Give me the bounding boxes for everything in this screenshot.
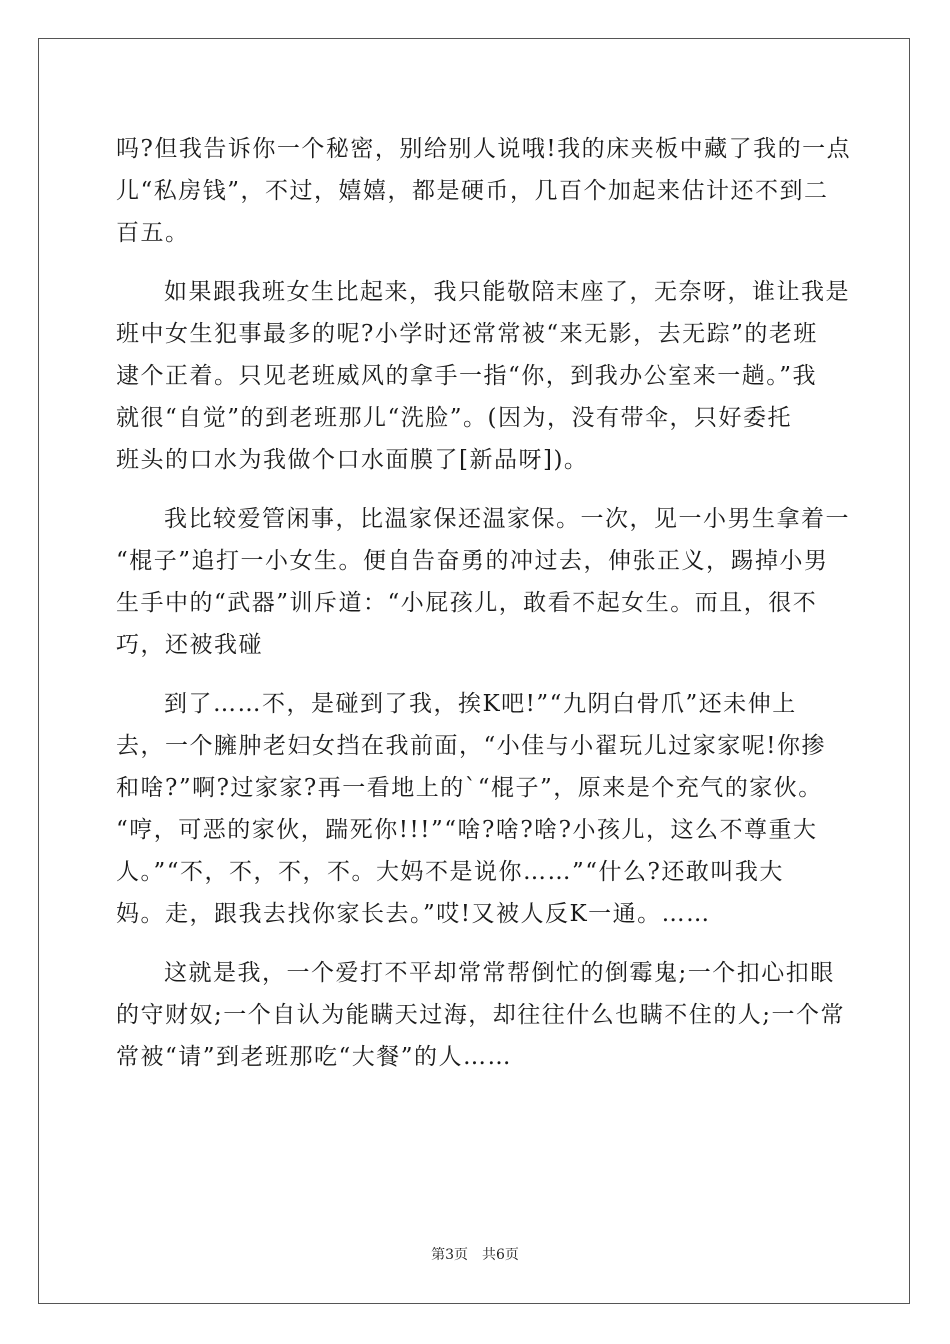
text-line: 百五。 <box>116 220 190 246</box>
page-number: 第3页 共6页 <box>431 1247 519 1263</box>
text-line: 生手中的“武器”训斥道：“小屁孩儿，敢看不起女生。而且，很不 <box>116 590 818 616</box>
text-line: 就很“自觉”的到老班那儿“洗脸”。(因为，没有带伞，只好委托 <box>116 405 793 431</box>
text-line: 班中女生犯事最多的呢?小学时还常常被“来无影，去无踪”的老班 <box>116 321 818 347</box>
text-line: 到了……不，是碰到了我，挨K吧!”“九阴白骨爪”还未伸上 <box>164 691 797 717</box>
text-line: “哼，可恶的家伙，踹死你!!!”“啥?啥?啥?小孩儿，这么不尊重大 <box>116 817 818 843</box>
text-line: 常被“请”到老班那吃“大餐”的人…… <box>116 1044 513 1070</box>
text-line: 逮个正着。只见老班威风的拿手一指“你，到我办公室来一趟。”我 <box>116 363 818 389</box>
text-line: 如果跟我班女生比起来，我只能敬陪末座了，无奈呀，谁让我是 <box>164 279 850 305</box>
text-line: 巧，还被我碰 <box>116 632 263 658</box>
text-line: “棍子”追打一小女生。便自告奋勇的冲过去，伸张正义，踢掉小男 <box>116 548 829 574</box>
text-line: 我比较爱管闲事，比温家保还温家保。一次，见一小男生拿着一 <box>164 506 850 532</box>
document-body <box>116 128 852 1078</box>
text-line: 吗?但我告诉你一个秘密，别给别人说哦!我的床夹板中藏了我的一点 <box>116 136 852 162</box>
text-line: 儿“私房钱”，不过，嬉嬉，都是硬币，几百个加起来估计还不到二 <box>116 178 829 204</box>
text-line: 的守财奴;一个自认为能瞒天过海，却往往什么也瞒不住的人;一个常 <box>116 1002 845 1028</box>
text-line: 和啥?”啊?过家家?再一看地上的`“棍子”，原来是个充气的家伙。 <box>116 775 823 801</box>
text-line: 妈。走，跟我去找你家长去。”哎!又被人反K一通。…… <box>116 901 711 927</box>
text-line: 去，一个臃肿老妇女挡在我前面，“小佳与小翟玩儿过家家呢!你掺 <box>116 733 827 759</box>
text-line: 这就是我，一个爱打不平却常常帮倒忙的倒霉鬼;一个扣心扣眼 <box>164 960 835 986</box>
text-line: 人。”“不，不，不，不。大妈不是说你……”“什么?还敢叫我大 <box>116 859 784 885</box>
text-line: 班头的口水为我做个口水面膜了[新品呀])。 <box>116 447 589 473</box>
